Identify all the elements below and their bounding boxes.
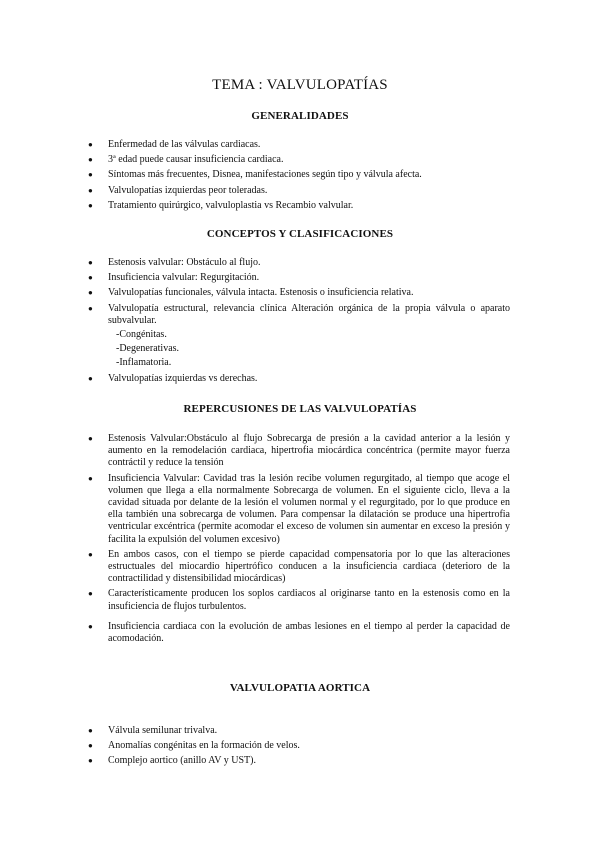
document-title: TEMA : VALVULOPATÍAS [212,77,388,93]
section-heading-generalidades: GENERALIDADES [251,110,349,122]
list-item: ● Anomalías congénitas en la formación de velos. [88,740,510,752]
list-item: ● Síntomas más frecuentes, Disnea, manifestaciones según tipo y válvula afecta. [88,169,510,181]
list-item: ● Valvulopatías izquierdas vs derechas. [88,373,510,385]
list-item: ● Insuficiencia valvular: Regurgitación. [88,272,510,284]
list-item: ● Válvula semilunar trivalva. [88,725,510,737]
subitem: -Congénitas. [116,329,167,341]
list-item: ● Valvulopatías funcionales, válvula intacta. Estenosis o insuficiencia relativa. [88,287,510,299]
list-item: ● En ambos casos, con el tiempo se pierde capacidad compensatoria por lo que las alteraciones estructuales del miocardio hipertrófico conducen a la insuficiencia cardiaca (deterioro de la contractilidad y distensibilidad miocárdicas) [88,549,510,586]
list-item: ● Estenosis Valvular:Obstáculo al flujo Sobrecarga de presión a la cavidad anterior a la lesión y aumento en la remodelación cardiaca, hipertrofia miocárdica concéntrica (permite mayor fuerza contráctil y reduce la tensión [88,433,510,470]
list-item-with-subitems [88,303,510,370]
list-item: ● Valvulopatías izquierdas peor toleradas. [88,185,510,197]
list-conceptos [88,257,510,388]
section-heading-valvulopatia-aortica: VALVULOPATIA AORTICA [229,682,371,694]
section-heading-repercusiones: REPERCUSIONES DE LAS VALVULOPATÍAS [183,403,417,415]
subitem: -Degenerativas. [116,343,180,355]
list-repercusiones [88,433,510,648]
list-item: ● Estenosis valvular: Obstáculo al flujo. [88,257,510,269]
list-item-text: Valvulopatía estructural, relevancia clínica Alteración orgánica de la propia válvula o aparato subvalvular. [108,302,510,326]
list-generalidades [88,139,510,215]
list-item: ● Complejo aortico (anillo AV y UST). [88,755,510,767]
list-item: ● Enfermedad de las válvulas cardiacas. [88,139,510,151]
list-item: ● Característicamente producen los soplos cardiacos al originarse tanto en la estenosis como en la insuficiencia de flujos turbulentos. [88,588,510,612]
list-valvulopatia-aortica [88,725,510,771]
list-item: ● 3ª edad puede causar insuficiencia cardiaca. [88,154,510,166]
list-item: ● Insuficiencia Valvular: Cavidad tras la lesión recibe volumen regurgitado, al tiempo que acoge el volumen que llega a ella normalmente Sobrecarga de volumen. En el siguiente ciclo, lleva a la cavidad situada por delante de la lesión el volumen normal y el regurgitado, por lo que produce en ella también una sobrecarga de volumen. Para compensar la dilatación se produce una hipertrofia ventricular excéntrica (permite acomodar el exceso de volumen sin aumentar en exceso la presión y facilita la expulsión del volumen excesivo) [88,473,510,546]
subitem: -Inflamatoria. [116,357,172,369]
section-heading-conceptos: CONCEPTOS Y CLASIFICACIONES [206,228,394,240]
list-item: ● Tratamiento quirúrgico, valvuloplastia vs Recambio valvular. [88,200,510,212]
list-item: ● Insuficiencia cardiaca con la evolución de ambas lesiones en el tiempo al perder la capacidad de acomodación. [88,621,510,645]
